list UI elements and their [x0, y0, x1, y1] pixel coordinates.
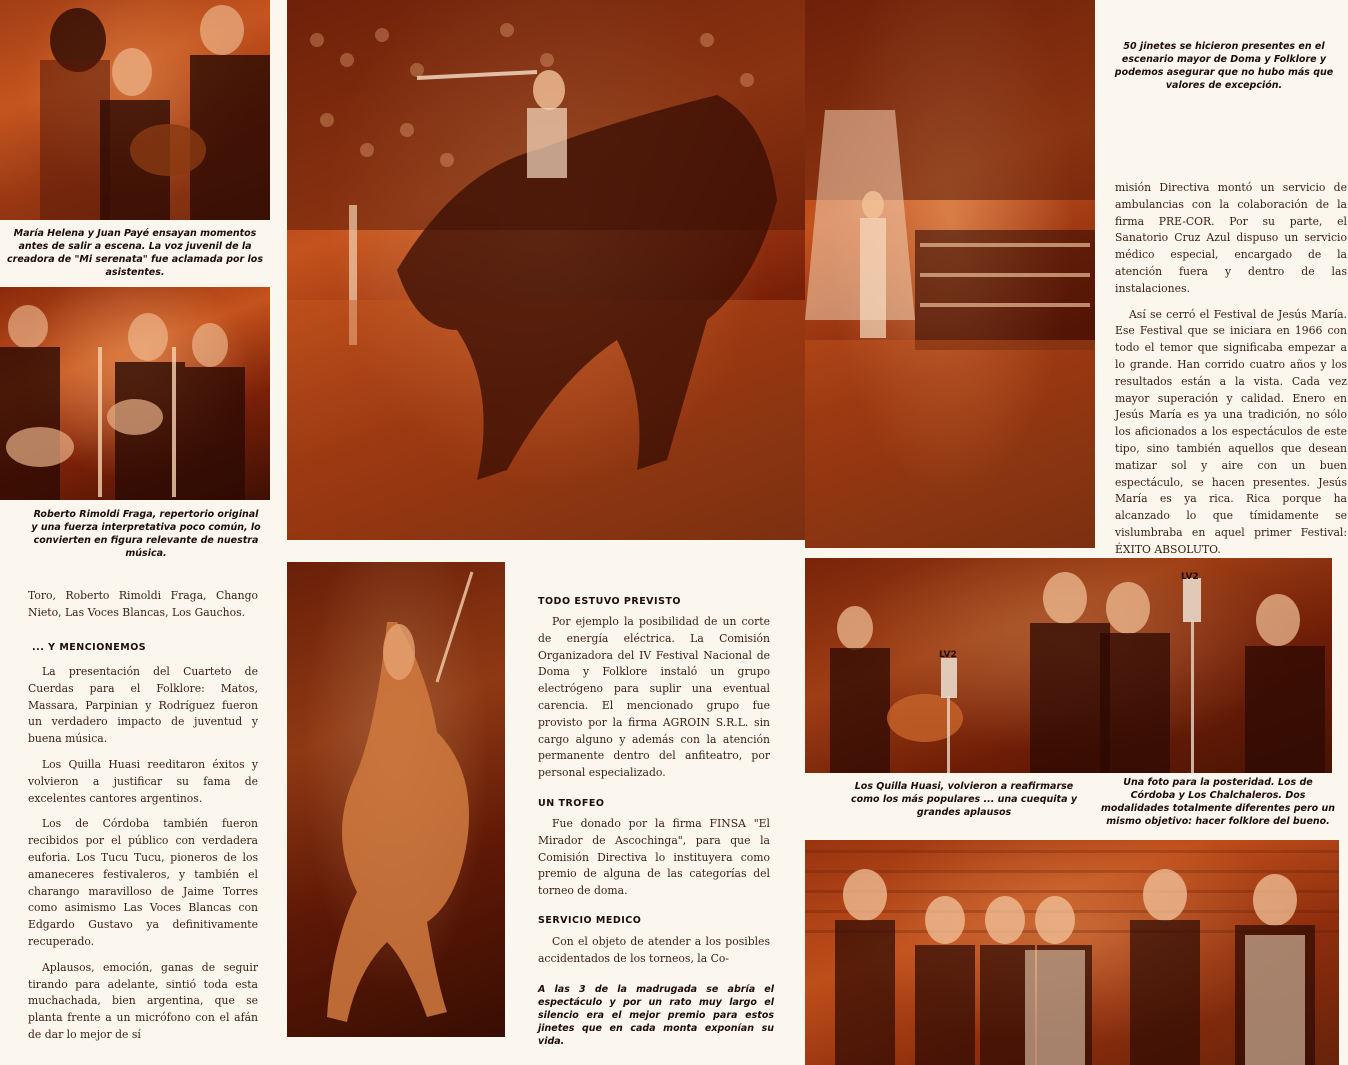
- photo-jinete-rodeo: [287, 0, 807, 540]
- middle-column-body-1: [538, 614, 770, 791]
- mic-label-lv2-2: LV2: [1181, 572, 1199, 582]
- caption-posteridad: Una foto para la posteridad. Los de Córdoba y Los Chalchaleros. Dos modalidades totalmente diferentes pero un mismo objetivo: hacer folklore del bueno.: [1101, 777, 1335, 827]
- mic-label-lv2: LV2: [939, 650, 957, 660]
- left-paragraph-4: Aplausos, emoción, ganas de seguir tirando para adelante, sintió toda esta muchachada, bien argentina, que se planta frente a un micrófono con el afán de dar lo mejor de sí: [28, 960, 258, 1041]
- middle-paragraph-2: Fue donado por la firma FINSA "El Mirador de Ascochinga", para que la Comisión Directiva lo instituyera como premio de alguna de las categorías del torneo de doma.: [538, 817, 770, 898]
- heading-todo-previsto: TODO ESTUVO PREVISTO: [538, 596, 681, 607]
- photo-los-de-cordoba-chalchaleros: [805, 840, 1339, 1065]
- caption-jinetes: 50 jinetes se hicieron presentes en el escenario mayor de Doma y Folklore y podemos asegurar que no hubo más que valores de excepción.: [1114, 41, 1334, 91]
- left-column-body: [28, 664, 258, 1053]
- photo-rimoldi-fraga-art: [0, 287, 270, 500]
- caption-maria-helena: María Helena y Juan Payé ensayan momentos antes de salir a escena. La voz juvenil de la creadora de "Mi serenata" fue aclamada por los asistentes.: [7, 228, 263, 278]
- middle-paragraph-1: Por ejemplo la posibilidad de un corte de energía eléctrica. La Comisión Organizadora del IV Festival Nacional de Doma y Folklore instaló un grupo electrógeno para suplir una eventual carencia. El mencionado grupo fue provisto por la firma AGROIN S.R.L. sin cargo alguno y además con la atención permanente dentro del anfiteatro, por personal especializado.: [538, 615, 770, 780]
- caption-quilla-huasi: Los Quilla Huasi, volvieron a reafirmarse como los más populares ... una cuequita y grandes aplausos: [850, 781, 1078, 818]
- photo-jinete-rodeo-art: [287, 0, 807, 540]
- left-column-text: [28, 588, 258, 631]
- photo-tribunas: [805, 0, 1095, 548]
- heading-servicio-medico: SERVICIO MEDICO: [538, 915, 642, 926]
- photo-quilla-huasi-art: [805, 558, 1332, 773]
- heading-un-trofeo: UN TROFEO: [538, 798, 605, 809]
- caption-madrugada: A las 3 de la madrugada se abría el espectáculo y por un rato muy largo el silencio era el mejor premio para estos jinetes que en cada monta exponían su vida.: [538, 984, 774, 1047]
- left-intro: Toro, Roberto Rimoldi Fraga, Chango Nieto, Las Voces Blancas, Los Gauchos.: [28, 589, 258, 619]
- photo-maria-helena: [0, 0, 270, 220]
- photo-caballo-art: [287, 562, 505, 1037]
- middle-column-body-3: [538, 934, 770, 977]
- photo-quilla-huasi: [805, 558, 1332, 773]
- left-paragraph-2: Los Quilla Huasi reeditaron éxitos y volvieron a justificar su fama de excelentes cantores argentinos.: [28, 757, 258, 805]
- left-paragraph-1: La presentación del Cuarteto de Cuerdas para el Folklore: Matos, Massara, Parpinian y Rodríguez fueron un verdadero impacto de juventud y buena música.: [28, 665, 258, 746]
- photo-rimoldi-fraga: [0, 287, 270, 500]
- middle-paragraph-3: Con el objeto de atender a los posibles accidentados de los torneos, la Co-: [538, 935, 770, 965]
- left-paragraph-3: Los de Córdoba también fueron recibidos por el público con verdadera euforia. Los Tucu Tucu, pioneros de los amaneceres festivaleros, y también el charango maravilloso de Jaime Torres como asimismo Las Voces Blancas con Edgardo Gustavo ya definitivamente recuperado.: [28, 817, 258, 948]
- middle-column-body-2: [538, 816, 770, 909]
- photo-maria-helena-art: [0, 0, 270, 220]
- caption-rimoldi: Roberto Rimoldi Fraga, repertorio original y una fuerza interpretativa poco común, lo convierten en figura relevante de nuestra música.: [31, 509, 261, 559]
- right-paragraph-1: misión Directiva montó un servicio de ambulancias con la colaboración de la firma PRE-COR. Por su parte, el Sanatorio Cruz Azul dispuso un servicio médico especial, encargado de la atención fuera y dentro de las instalaciones.: [1115, 181, 1347, 295]
- right-paragraph-2: Así se cerró el Festival de Jesús María. Ese Festival que se iniciara en 1966 con todo el temor que significaba empezar a lo grande. Han corrido cuatro años y los resultados están a la vista. Cada vez mayor superación y calidad. Enero en Jesús María es ya una tradición, no sólo los aficionados a los espectáculos de este tipo, sino también aquellos que desean matizar sol y aire con un buen espectáculo, se hacen presentes. Jesús María es ya rica. Rica porque ha alcanzado lo que tímidamente se vislumbraba en aquel primer Festival: ÉXITO ABSOLUTO.: [1115, 307, 1347, 556]
- photo-caballo-corcoveando: [287, 562, 505, 1037]
- photo-grupo-art: [805, 840, 1339, 1065]
- photo-tribunas-art: [805, 0, 1095, 548]
- right-column-text: [1115, 180, 1347, 568]
- heading-mencionemos: ... Y MENCIONEMOS: [32, 642, 147, 653]
